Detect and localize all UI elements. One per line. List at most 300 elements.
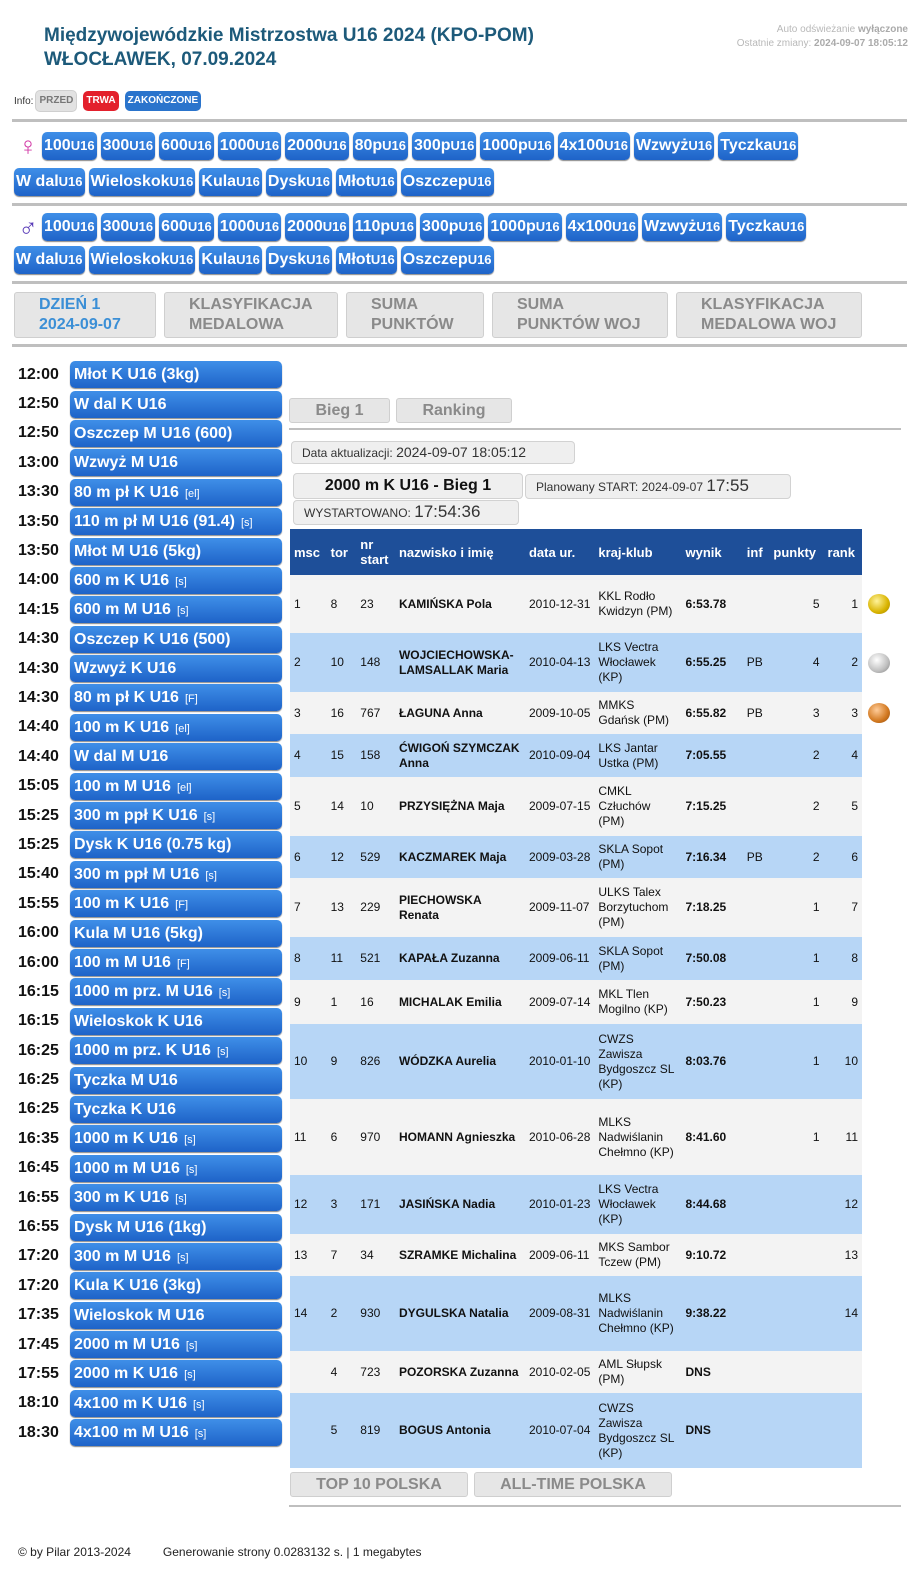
cell-inf: PB: [743, 692, 770, 734]
schedule-event-button[interactable]: [70, 567, 282, 594]
schedule-event-tag: [s]: [175, 1193, 187, 1206]
schedule-row: [18, 389, 282, 418]
event-category: U16: [604, 138, 628, 153]
event-category: U16: [696, 219, 721, 234]
schedule-event-button[interactable]: [70, 1272, 282, 1299]
event-category: U16: [306, 174, 331, 189]
table-header-row: [290, 529, 862, 575]
event-name: 600: [161, 137, 188, 154]
event-category: U16: [467, 174, 492, 189]
schedule-event-button[interactable]: [70, 890, 282, 917]
event-name: Tyczka: [720, 137, 773, 154]
schedule-row: [18, 1036, 282, 1065]
schedule-event-name: Dysk K U16 (0.75 kg): [74, 836, 232, 854]
col-result[interactable]: wynik: [682, 529, 743, 575]
schedule-row: [18, 1212, 282, 1241]
event-name: 100: [44, 218, 71, 235]
cell-dob: 2009-11-07: [525, 878, 594, 937]
col-name[interactable]: nazwisko i imię: [395, 529, 525, 575]
cell-dob: 2009-10-05: [525, 692, 594, 734]
tab-label-line-1: SUMA: [517, 296, 565, 313]
cell-points: 2: [769, 836, 823, 878]
event-button-female-oszczep[interactable]: [401, 168, 494, 196]
schedule-event-button[interactable]: [70, 949, 282, 976]
schedule-time: 12:50: [18, 395, 59, 413]
cell-points: 1: [769, 878, 823, 937]
cell-tor: 12: [327, 836, 357, 878]
schedule-event-tag: [s]: [176, 1251, 189, 1264]
cell-result: 6:53.78: [682, 575, 743, 633]
schedule-time: 16:15: [18, 982, 59, 1000]
cell-name[interactable]: WOJCIECHOWSKA-LAMSALLAK Maria: [395, 633, 525, 692]
schedule-time: 14:30: [18, 688, 59, 706]
cell-tor: 13: [327, 878, 357, 937]
cell-dob: 2009-06-11: [525, 937, 594, 980]
event-category: U16: [129, 219, 154, 234]
cell-name[interactable]: DYGULSKA Natalia: [395, 1276, 525, 1351]
male-events-row-2: [14, 246, 498, 274]
table-row: [290, 777, 862, 836]
cell-name[interactable]: BOGUS Antonia: [395, 1393, 525, 1468]
cell-name[interactable]: KAPAŁA Zuzanna: [395, 937, 525, 980]
table-row: [290, 633, 862, 692]
col-inf[interactable]: inf: [743, 529, 770, 575]
schedule-event-tag: [s]: [205, 869, 217, 882]
event-button-male-wieloskok[interactable]: [89, 246, 196, 274]
schedule-event-name: Wieloskok M U16: [74, 1306, 205, 1324]
schedule-event-tag: [s]: [184, 1134, 196, 1147]
event-name: 1000p: [482, 137, 528, 154]
cell-dob: 2010-02-05: [525, 1351, 594, 1393]
cell-nr-start: 158: [356, 734, 395, 777]
schedule-event-name: 4x100 m M U16: [74, 1424, 189, 1442]
cell-msc: 10: [290, 1024, 327, 1099]
event-button-female-300p[interactable]: [412, 132, 476, 160]
schedule-event-button[interactable]: [70, 361, 282, 388]
schedule-event-name: W dal K U16: [74, 395, 167, 413]
cell-result: DNS: [682, 1393, 743, 1468]
col-msc[interactable]: msc: [290, 529, 327, 575]
male-events-row-1: [14, 212, 810, 242]
event-button-male-tyczka[interactable]: [726, 213, 806, 241]
schedule-event-tag: [s]: [175, 575, 187, 588]
schedule-row: [18, 507, 282, 536]
tab-4[interactable]: [492, 292, 668, 338]
schedule-row: [18, 595, 282, 624]
schedule-time: 14:30: [18, 630, 59, 648]
schedule-row: [18, 830, 282, 859]
col-rank[interactable]: rank: [824, 529, 862, 575]
tab-label-line-2: 2024-09-07: [39, 316, 121, 333]
schedule-event-button[interactable]: [70, 684, 282, 711]
update-info: [291, 441, 575, 464]
schedule-event-button[interactable]: [70, 538, 282, 565]
event-category: U16: [236, 252, 260, 267]
schedule-event-button[interactable]: [70, 508, 282, 535]
schedule-time: 16:25: [18, 1071, 59, 1089]
schedule-time: 16:00: [18, 953, 59, 971]
schedule-event-name: W dal M U16: [74, 748, 169, 766]
schedule-event-button[interactable]: [70, 773, 282, 800]
schedule-row: [18, 1389, 282, 1418]
schedule-event-button[interactable]: [70, 1037, 282, 1064]
event-button-male-2000[interactable]: [285, 213, 348, 241]
event-button-male-dysk[interactable]: [266, 246, 332, 274]
col-dob[interactable]: data ur.: [525, 529, 594, 575]
cell-points: 3: [769, 692, 823, 734]
col-nr-start[interactable]: nr start: [356, 529, 395, 575]
cell-nr-start: 229: [356, 878, 395, 937]
schedule-event-tag: [s]: [194, 1428, 207, 1441]
cell-points: [769, 1351, 823, 1393]
cell-nr-start: 970: [356, 1099, 395, 1175]
cell-result: 7:15.25: [682, 777, 743, 836]
cell-club: MLKS Nadwiślanin Chełmno (KP): [594, 1276, 681, 1351]
cell-club: KKL Rodło Kwidzyn (PM): [594, 575, 681, 633]
event-button-male-600[interactable]: [159, 213, 214, 241]
schedule-row: [18, 1183, 282, 1212]
cell-inf: [743, 1234, 770, 1276]
started-time: 17:54:36: [414, 502, 481, 521]
tab-bieg-1[interactable]: Bieg 1: [289, 398, 390, 423]
info-label: Info:: [14, 95, 34, 107]
cell-name[interactable]: MICHALAK Emilia: [395, 980, 525, 1024]
cell-msc: 12: [290, 1175, 327, 1234]
schedule-event-button[interactable]: [70, 1008, 282, 1035]
event-button-female-300[interactable]: [101, 132, 156, 160]
event-button-female-4x100[interactable]: [558, 132, 630, 160]
cell-result: 8:44.68: [682, 1175, 743, 1234]
schedule-event-button[interactable]: [70, 1096, 282, 1123]
schedule-event-button[interactable]: [70, 596, 282, 623]
autorefresh-label: Auto odświeżanie: [776, 24, 856, 35]
schedule-time: 17:55: [18, 1364, 59, 1382]
cell-name[interactable]: PIECHOWSKA Renata: [395, 878, 525, 937]
event-button-male-100[interactable]: [42, 213, 97, 241]
cell-rank: 10: [824, 1024, 862, 1099]
page-title: Międzywojewódzkie Mistrzostwa U16 2024 (KPO-POM): [44, 25, 534, 46]
cell-nr-start: 521: [356, 937, 395, 980]
cell-msc: 13: [290, 1234, 327, 1276]
event-button-female-młot[interactable]: [336, 168, 397, 196]
event-category: U16: [382, 138, 407, 153]
event-button-male-1000[interactable]: [218, 213, 281, 241]
ranking-links: [290, 1472, 678, 1497]
event-category: U16: [169, 174, 194, 189]
schedule-row: [18, 1242, 282, 1271]
silver-medal-icon: [868, 653, 890, 673]
schedule-event-name: Wzwyż M U16: [74, 454, 179, 472]
cell-name[interactable]: ĆWIGOŃ SZYMCZAK Anna: [395, 734, 525, 777]
schedule-event-tag: [s]: [184, 1369, 196, 1382]
schedule-event-button[interactable]: [70, 655, 282, 682]
event-button-female-1000p[interactable]: [480, 132, 553, 160]
event-button-male-młot[interactable]: [336, 246, 397, 274]
cell-result: 7:50.23: [682, 980, 743, 1024]
cell-points: 4: [769, 633, 823, 692]
schedule-time: 17:35: [18, 1306, 59, 1324]
schedule-event-name: 100 m K U16: [74, 718, 170, 736]
started-label: WYSTARTOWANO:: [304, 506, 411, 520]
schedule-time: 15:25: [18, 835, 59, 853]
event-button-female-100[interactable]: [42, 132, 97, 160]
cell-nr-start: 23: [356, 575, 395, 633]
tab-label-line-2: PUNKTÓW: [371, 316, 454, 333]
cell-rank: 11: [824, 1099, 862, 1175]
col-points[interactable]: punkty: [769, 529, 823, 575]
cell-rank: 9: [824, 980, 862, 1024]
schedule-event-button[interactable]: [70, 1360, 282, 1387]
schedule-event-button[interactable]: [70, 831, 282, 858]
cell-nr-start: 529: [356, 836, 395, 878]
event-button-male-oszczep[interactable]: [401, 246, 494, 274]
cell-tor: 15: [327, 734, 357, 777]
schedule-event-button[interactable]: [70, 449, 282, 476]
col-tor[interactable]: tor: [327, 529, 357, 575]
event-button-male-110p[interactable]: [353, 213, 416, 241]
schedule-event-name: 100 m M U16: [74, 954, 171, 971]
event-button-male-wzwyż[interactable]: [642, 213, 722, 241]
schedule-row: [18, 1007, 282, 1036]
female-events-row-1: [14, 131, 802, 161]
cell-rank: 13: [824, 1234, 862, 1276]
event-button-male-kula[interactable]: [199, 246, 262, 274]
schedule-event-button[interactable]: [70, 1390, 282, 1417]
table-row: [290, 878, 862, 937]
schedule-time: 15:55: [18, 894, 59, 912]
cell-points: [769, 1276, 823, 1351]
event-button-female-wzwyż[interactable]: [634, 132, 714, 160]
cell-name[interactable]: SZRAMKE Michalina: [395, 1234, 525, 1276]
schedule-event-tag: [s]: [176, 605, 189, 618]
event-name: 300p: [422, 218, 459, 235]
cell-dob: 2010-01-23: [525, 1175, 594, 1234]
schedule-event-button[interactable]: [70, 1067, 282, 1094]
cell-nr-start: 723: [356, 1351, 395, 1393]
schedule-event-button[interactable]: [70, 802, 282, 829]
schedule-event-name: 300 m ppł M U16: [74, 865, 200, 883]
tab-ranking[interactable]: Ranking: [396, 398, 512, 423]
cell-rank: [824, 1351, 862, 1393]
event-name: Młot: [338, 173, 371, 190]
schedule-event-button[interactable]: [70, 714, 282, 741]
cell-name[interactable]: POZORSKA Zuzanna: [395, 1351, 525, 1393]
cell-points: 5: [769, 575, 823, 633]
schedule-event-button[interactable]: [70, 1214, 282, 1241]
event-button-female-wieloskok[interactable]: [89, 168, 196, 196]
table-row: [290, 575, 862, 633]
generation-info: Generowanie strony 0.0283132 s. | 1 megabytes: [162, 1545, 422, 1559]
event-name: Wieloskok: [90, 173, 170, 190]
schedule-event-tag: [F]: [175, 899, 189, 912]
tab-3[interactable]: [346, 292, 484, 338]
event-category: U16: [58, 174, 83, 189]
event-name: 2000: [287, 137, 323, 154]
cell-tor: 11: [327, 937, 357, 980]
cell-name[interactable]: ŁAGUNA Anna: [395, 692, 525, 734]
event-button-female-600[interactable]: [159, 132, 214, 160]
cell-club: CMKL Człuchów (PM): [594, 777, 681, 836]
schedule-row: [18, 977, 282, 1006]
schedule-event-button[interactable]: [70, 479, 282, 506]
schedule-row: [18, 801, 282, 830]
event-category: U16: [772, 138, 797, 153]
cell-name[interactable]: KACZMAREK Maja: [395, 836, 525, 878]
cell-nr-start: 10: [356, 777, 395, 836]
event-category: U16: [612, 219, 636, 234]
cell-tor: 10: [327, 633, 357, 692]
cell-name[interactable]: KAMIŃSKA Pola: [395, 575, 525, 633]
tab-label-line-2: MEDALOWA: [189, 316, 285, 333]
schedule-event-button[interactable]: [70, 743, 282, 770]
schedule-time: 16:00: [18, 924, 59, 942]
schedule-row: [18, 654, 282, 683]
schedule-row: [18, 1095, 282, 1124]
started-info: [293, 500, 519, 525]
schedule-time: 16:55: [18, 1188, 59, 1206]
schedule-row: [18, 948, 282, 977]
tab-2[interactable]: [164, 292, 338, 338]
cell-inf: [743, 1393, 770, 1468]
col-club[interactable]: kraj-klub: [594, 529, 681, 575]
schedule-event-name: Oszczep M U16 (600): [74, 424, 233, 442]
event-category: U16: [535, 219, 560, 234]
schedule-event-button[interactable]: [70, 1184, 282, 1211]
event-button-female-1000[interactable]: [218, 132, 281, 160]
event-name: Wzwyż: [643, 218, 697, 235]
status-badge-zakonczone: ZAKOŃCZONE: [125, 91, 202, 111]
schedule-row: [18, 1301, 282, 1330]
cell-name[interactable]: JASIŃSKA Nadia: [395, 1175, 525, 1234]
event-category: U16: [129, 138, 154, 153]
schedule-event-button[interactable]: [70, 920, 282, 947]
schedule-event-name: 1000 m M U16: [74, 1159, 180, 1177]
cell-club: LKS Vectra Włocławek (KP): [594, 633, 681, 692]
schedule-event-name: 600 m K U16: [74, 571, 170, 589]
event-button-female-80p[interactable]: [353, 132, 408, 160]
table-row: [290, 1351, 862, 1393]
cell-msc: [290, 1351, 327, 1393]
table-row: [290, 937, 862, 980]
autorefresh-state[interactable]: wyłączone: [857, 24, 908, 35]
cell-points: [769, 1393, 823, 1468]
cell-name[interactable]: WÓDZKA Aurelia: [395, 1024, 525, 1099]
all-time-polska-button[interactable]: ALL-TIME POLSKA: [474, 1472, 672, 1497]
schedule-row: [18, 360, 282, 389]
schedule-time: 16:15: [18, 1012, 59, 1030]
schedule-event-button[interactable]: [70, 1243, 282, 1270]
update-label: Data aktualizacji:: [302, 446, 393, 460]
cell-result: 7:16.34: [682, 836, 743, 878]
cell-rank: 7: [824, 878, 862, 937]
schedule-event-button[interactable]: [70, 1331, 282, 1358]
tab-5[interactable]: [676, 292, 862, 338]
event-name: 300p: [414, 137, 451, 154]
cell-club: CWZS Zawisza Bydgoszcz SL (KP): [594, 1393, 681, 1468]
status-legend: [14, 90, 207, 112]
cell-result: 7:05.55: [682, 734, 743, 777]
event-button-female-kula[interactable]: [199, 168, 262, 196]
cell-club: ULKS Talex Borzytuchom (PM): [594, 878, 681, 937]
cell-name[interactable]: HOMANN Agnieszka: [395, 1099, 525, 1175]
cell-rank: 8: [824, 937, 862, 980]
schedule-time: 17:20: [18, 1276, 59, 1294]
divider: [289, 428, 901, 430]
event-button-female-tyczka[interactable]: [718, 132, 798, 160]
event-category: U16: [467, 252, 492, 267]
event-category: U16: [255, 138, 280, 153]
schedule-event-tag: [s]: [185, 1163, 198, 1176]
cell-inf: [743, 980, 770, 1024]
bronze-medal-icon: [868, 703, 890, 723]
autorefresh-line[interactable]: [737, 23, 908, 37]
cell-rank: 12: [824, 1175, 862, 1234]
tab-label-line-1: KLASYFIKACJA: [701, 296, 825, 313]
schedule-event-name: Kula K U16 (3kg): [74, 1277, 202, 1295]
cell-msc: 9: [290, 980, 327, 1024]
male-symbol-icon: ♂: [18, 212, 38, 242]
schedule-event-button[interactable]: [70, 861, 282, 888]
cell-club: SKLA Sopot (PM): [594, 937, 681, 980]
schedule-row: [18, 536, 282, 565]
schedule-row: [18, 1124, 282, 1153]
female-symbol-icon: ♀: [18, 131, 38, 161]
tab-1[interactable]: [14, 292, 156, 338]
table-row: [290, 1175, 862, 1234]
event-button-male-w-dal[interactable]: [14, 246, 85, 274]
event-button-male-300p[interactable]: [420, 213, 484, 241]
table-row: [290, 734, 862, 777]
tab-label-line-1: KLASYFIKACJA: [189, 296, 313, 313]
schedule-event-button[interactable]: [70, 1125, 282, 1152]
schedule-event-button[interactable]: [70, 391, 282, 418]
schedule-event-button[interactable]: [70, 626, 282, 653]
schedule-time: 18:30: [18, 1423, 59, 1441]
schedule-event-button[interactable]: [70, 420, 282, 447]
schedule-event-tag: [s]: [192, 1398, 205, 1411]
event-button-male-4x100[interactable]: [566, 213, 638, 241]
event-button-female-w-dal[interactable]: [14, 168, 85, 196]
schedule-event-button[interactable]: [70, 978, 282, 1005]
schedule-list: [18, 360, 282, 1447]
schedule-time: 16:55: [18, 1218, 59, 1236]
cell-nr-start: 819: [356, 1393, 395, 1468]
event-button-male-300[interactable]: [101, 213, 156, 241]
cell-tor: 2: [327, 1276, 357, 1351]
event-category: U16: [390, 219, 415, 234]
schedule-event-button[interactable]: [70, 1302, 282, 1329]
event-category: U16: [169, 252, 194, 267]
schedule-event-button[interactable]: [70, 1419, 282, 1446]
cell-rank: 14: [824, 1276, 862, 1351]
event-button-female-2000[interactable]: [285, 132, 348, 160]
top10-polska-button[interactable]: TOP 10 POLSKA: [290, 1472, 468, 1497]
schedule-row: [18, 1418, 282, 1447]
schedule-event-button[interactable]: [70, 1155, 282, 1182]
cell-name[interactable]: PRZYSIĘŻNA Maja: [395, 777, 525, 836]
cell-inf: [743, 734, 770, 777]
cell-tor: 4: [327, 1351, 357, 1393]
cell-tor: 6: [327, 1099, 357, 1175]
event-button-female-dysk[interactable]: [266, 168, 332, 196]
schedule-event-name: 300 m K U16: [74, 1189, 170, 1207]
event-button-male-1000p[interactable]: [488, 213, 561, 241]
cell-tor: 16: [327, 692, 357, 734]
event-name: Wzwyż: [635, 137, 689, 154]
divider: [12, 119, 907, 122]
cell-club: MLKS Nadwiślanin Chełmno (KP): [594, 1099, 681, 1175]
update-value: 2024-09-07 18:05:12: [396, 444, 527, 460]
